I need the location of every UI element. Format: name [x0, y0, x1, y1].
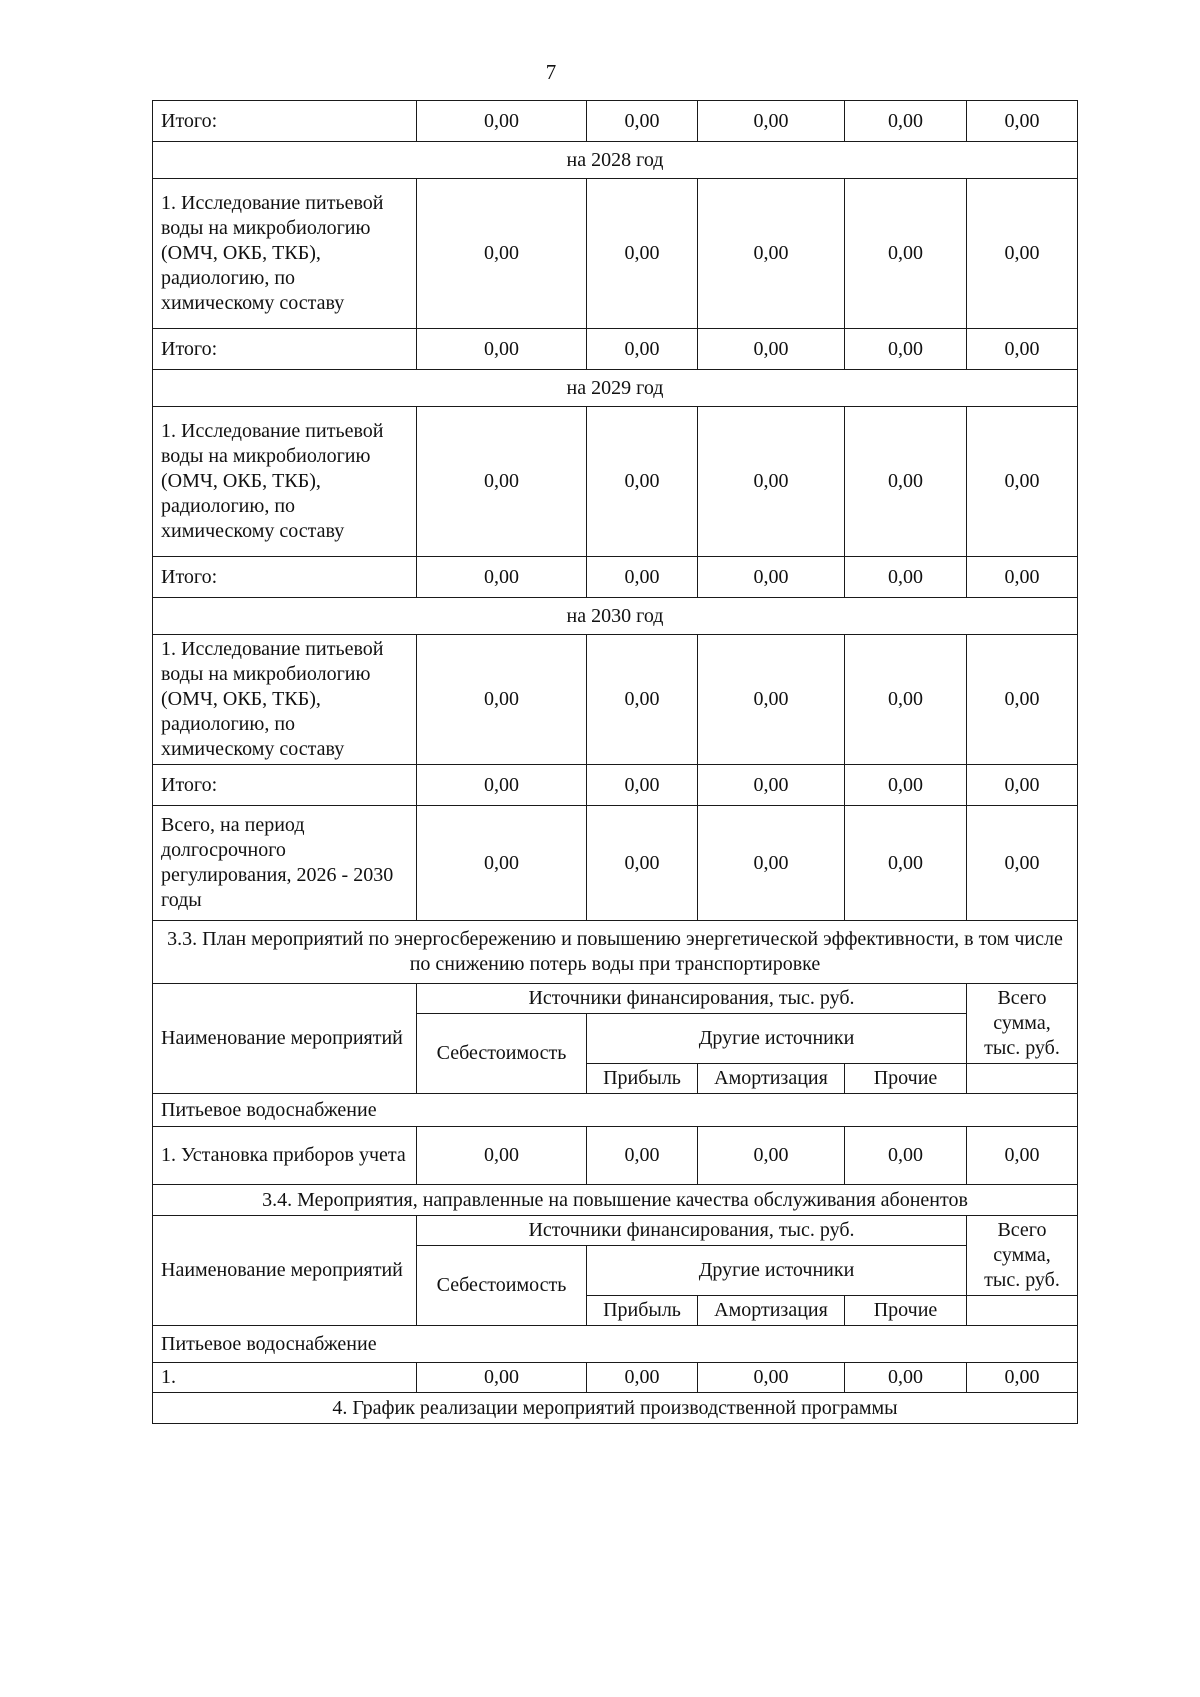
cell-value: 0,00 [845, 557, 967, 598]
table-row [153, 407, 1078, 557]
table-row [153, 765, 1078, 806]
cell-value: 0,00 [587, 635, 698, 765]
header-total: Всего сумма, тыс. руб. [967, 984, 1078, 1064]
cell-value: 0,00 [967, 635, 1078, 765]
cell-value: 0,00 [417, 101, 587, 142]
cell-value: 0,00 [845, 179, 967, 329]
row-label: Всего, на период долгосрочного регулирования, 2026 - 2030 годы [153, 806, 417, 921]
header-row [153, 1216, 1078, 1246]
section-row [153, 1185, 1078, 1216]
year-row [153, 370, 1078, 407]
cell-value: 0,00 [967, 329, 1078, 370]
cell-value: 0,00 [698, 1127, 845, 1185]
cell-value: 0,00 [698, 806, 845, 921]
cell-value: 0,00 [698, 407, 845, 557]
cell-value: 0,00 [587, 806, 698, 921]
cell-value: 0,00 [698, 765, 845, 806]
cell-value: 0,00 [967, 1127, 1078, 1185]
group-label: Питьевое водоснабжение [153, 1326, 1078, 1363]
cell-value: 0,00 [967, 101, 1078, 142]
header-misc: Прочие [845, 1064, 967, 1094]
program-table [152, 100, 1078, 1424]
cell-value: 0,00 [845, 329, 967, 370]
group-row [153, 1326, 1078, 1363]
year-heading: на 2030 год [153, 598, 1078, 635]
header-profit: Прибыль [587, 1064, 698, 1094]
cell-value: 0,00 [417, 329, 587, 370]
section-row [153, 1393, 1078, 1424]
cell-value: 0,00 [845, 765, 967, 806]
header-profit: Прибыль [587, 1296, 698, 1326]
table-row [153, 635, 1078, 765]
year-heading: на 2028 год [153, 142, 1078, 179]
cell-value: 0,00 [845, 1363, 967, 1393]
cell-value: 0,00 [587, 1127, 698, 1185]
row-label: 1. Исследование питьевой воды на микробиологию (ОМЧ, ОКБ, ТКБ), радиологию, по химическому составу [153, 635, 417, 765]
header-empty [967, 1296, 1078, 1326]
cell-value: 0,00 [417, 765, 587, 806]
header-sources: Источники финансирования, тыс. руб. [417, 984, 967, 1014]
cell-value: 0,00 [587, 765, 698, 806]
cell-value: 0,00 [845, 806, 967, 921]
header-total: Всего сумма, тыс. руб. [967, 1216, 1078, 1296]
header-other: Другие источники [587, 1246, 967, 1296]
year-row [153, 598, 1078, 635]
section-title: 3.3. План мероприятий по энергосбережению и повышению энергетической эффективности, в том числе по снижению потерь воды при транспортировке [153, 921, 1078, 984]
table-row [153, 1127, 1078, 1185]
cell-value: 0,00 [698, 101, 845, 142]
table-row [153, 806, 1078, 921]
section-title: 4. График реализации мероприятий производственной программы [153, 1393, 1078, 1424]
cell-value: 0,00 [967, 765, 1078, 806]
header-other: Другие источники [587, 1014, 967, 1064]
cell-value: 0,00 [698, 635, 845, 765]
header-name: Наименование мероприятий [153, 1216, 417, 1326]
row-label: Итого: [153, 765, 417, 806]
cell-value: 0,00 [845, 1127, 967, 1185]
cell-value: 0,00 [417, 557, 587, 598]
cell-value: 0,00 [587, 1363, 698, 1393]
year-row [153, 142, 1078, 179]
cell-value: 0,00 [698, 329, 845, 370]
cell-value: 0,00 [845, 635, 967, 765]
group-label: Питьевое водоснабжение [153, 1094, 1078, 1127]
row-label: Итого: [153, 557, 417, 598]
row-label: Итого: [153, 329, 417, 370]
cell-value: 0,00 [587, 101, 698, 142]
cell-value: 0,00 [417, 635, 587, 765]
row-label: 1. Установка приборов учета [153, 1127, 417, 1185]
table-row [153, 557, 1078, 598]
row-label: 1. Исследование питьевой воды на микробиологию (ОМЧ, ОКБ, ТКБ), радиологию, по химическому составу [153, 407, 417, 557]
cell-value: 0,00 [967, 407, 1078, 557]
cell-value: 0,00 [417, 1363, 587, 1393]
header-sources: Источники финансирования, тыс. руб. [417, 1216, 967, 1246]
header-empty [967, 1064, 1078, 1094]
cell-value: 0,00 [845, 407, 967, 557]
header-misc: Прочие [845, 1296, 967, 1326]
cell-value: 0,00 [967, 557, 1078, 598]
page-number: 7 [545, 60, 557, 84]
cell-value: 0,00 [698, 557, 845, 598]
section-row [153, 921, 1078, 984]
header-cost: Себестоимость [417, 1246, 587, 1326]
table-row [153, 179, 1078, 329]
table-row [153, 1363, 1078, 1393]
cell-value: 0,00 [417, 179, 587, 329]
cell-value: 0,00 [587, 329, 698, 370]
row-label: 1. Исследование питьевой воды на микробиологию (ОМЧ, ОКБ, ТКБ), радиологию, по химическому составу [153, 179, 417, 329]
group-row [153, 1094, 1078, 1127]
header-amortization: Амортизация [698, 1296, 845, 1326]
cell-value: 0,00 [587, 407, 698, 557]
cell-value: 0,00 [417, 407, 587, 557]
cell-value: 0,00 [967, 806, 1078, 921]
year-heading: на 2029 год [153, 370, 1078, 407]
table-row [153, 329, 1078, 370]
header-name: Наименование мероприятий [153, 984, 417, 1094]
cell-value: 0,00 [967, 1363, 1078, 1393]
cell-value: 0,00 [967, 179, 1078, 329]
row-label: Итого: [153, 101, 417, 142]
cell-value: 0,00 [698, 179, 845, 329]
header-cost: Себестоимость [417, 1014, 587, 1094]
cell-value: 0,00 [417, 1127, 587, 1185]
section-title: 3.4. Мероприятия, направленные на повышение качества обслуживания абонентов [153, 1185, 1078, 1216]
cell-value: 0,00 [587, 557, 698, 598]
cell-value: 0,00 [698, 1363, 845, 1393]
table-row [153, 101, 1078, 142]
header-row [153, 984, 1078, 1014]
cell-value: 0,00 [845, 101, 967, 142]
row-label: 1. [153, 1363, 417, 1393]
header-amortization: Амортизация [698, 1064, 845, 1094]
cell-value: 0,00 [587, 179, 698, 329]
cell-value: 0,00 [417, 806, 587, 921]
